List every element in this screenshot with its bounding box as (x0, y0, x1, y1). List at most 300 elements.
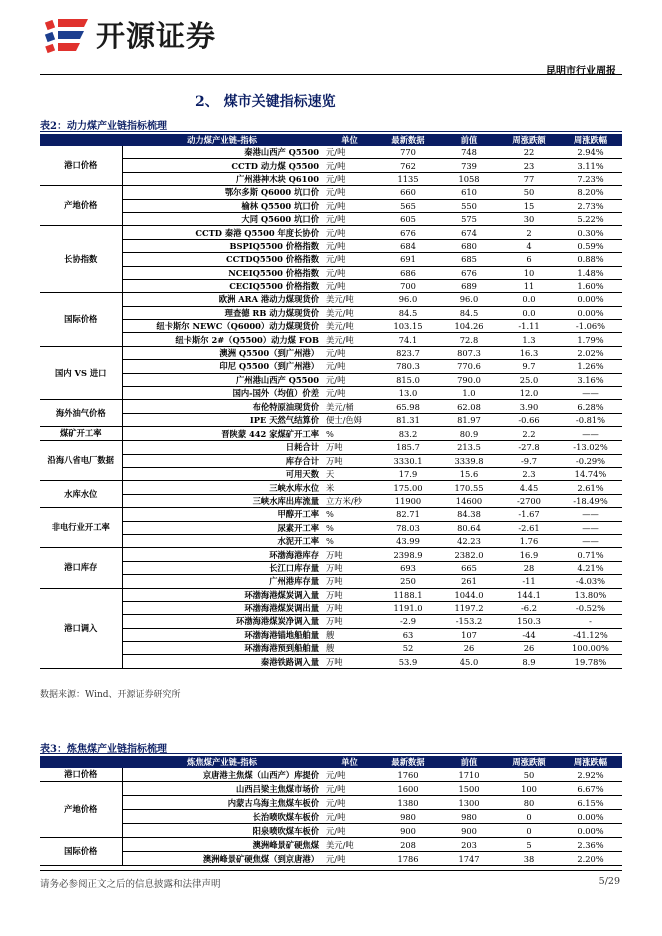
column-header: 前值 (439, 756, 499, 768)
indicator-name: 秦港铁路调入量 (122, 655, 322, 668)
unit: 万吨 (322, 615, 377, 628)
thermal-coal-table (40, 134, 622, 669)
indicator-name: 长江口库存量 (122, 561, 322, 574)
company-logo (44, 14, 216, 55)
latest-value: 13.0 (377, 387, 439, 400)
indicator-name: 纽卡斯尔 2#（Q5500）动力煤 FOB (122, 333, 322, 346)
unit: 元/吨 (322, 239, 377, 252)
unit: 元/吨 (322, 226, 377, 239)
latest-value: 250 (377, 575, 439, 588)
table-row (40, 373, 622, 386)
weekly-change-pct: 1.26% (559, 360, 622, 373)
indicator-name: 国内-国外（均值）价差 (122, 387, 322, 400)
indicator-name: CCTDQ5500 价格指数 (122, 253, 322, 266)
unit: 元/吨 (322, 199, 377, 212)
unit: 米 (322, 481, 377, 494)
indicator-name: 京唐港主焦煤（山西产）库提价 (122, 768, 322, 782)
weekly-change: -44 (499, 628, 559, 641)
unit: 天 (322, 467, 377, 480)
latest-value: 2398.9 (377, 548, 439, 561)
latest-value: -2.9 (377, 615, 439, 628)
unit: 万吨 (322, 655, 377, 668)
column-header: 周涨跌幅 (559, 134, 622, 146)
weekly-change: -2.61 (499, 521, 559, 534)
weekly-change: 28 (499, 561, 559, 574)
weekly-change: 15 (499, 199, 559, 212)
indicator-name: 三峡水库水位 (122, 481, 322, 494)
previous-value: 1044.0 (439, 588, 499, 601)
latest-value: 43.99 (377, 534, 439, 547)
column-header: 炼焦煤产业链-指标 (122, 756, 322, 768)
latest-value: 78.03 (377, 521, 439, 534)
latest-value: 676 (377, 226, 439, 239)
group-label: 港口库存 (40, 548, 122, 588)
latest-value: 11900 (377, 494, 439, 507)
weekly-change-pct: -0.52% (559, 601, 622, 614)
weekly-change: 100 (499, 782, 559, 796)
previous-value: 1500 (439, 782, 499, 796)
weekly-change: 1.3 (499, 333, 559, 346)
group-label: 产地价格 (40, 186, 122, 226)
group-label: 长协指数 (40, 226, 122, 293)
weekly-change-pct: 1.60% (559, 279, 622, 292)
unit: 元/吨 (322, 768, 377, 782)
weekly-change: 4 (499, 239, 559, 252)
weekly-change-pct: 0.00% (559, 824, 622, 838)
indicator-name: 印尼 Q5500（到广州港） (122, 360, 322, 373)
previous-value: 575 (439, 212, 499, 225)
indicator-name: CECIQ5500 价格指数 (122, 279, 322, 292)
indicator-name: 澳洲峰景矿硬焦煤 (122, 838, 322, 852)
group-label: 港口价格 (40, 768, 122, 782)
weekly-change-pct: 0.00% (559, 306, 622, 319)
latest-value: 700 (377, 279, 439, 292)
unit: 美元/吨 (322, 320, 377, 333)
weekly-change-pct: 3.11% (559, 159, 622, 172)
column-header: 单位 (322, 134, 377, 146)
unit: 元/吨 (322, 387, 377, 400)
indicator-name: 阳泉喷吹煤车板价 (122, 824, 322, 838)
latest-value: 3330.1 (377, 454, 439, 467)
indicator-name: NCEIQ5500 价格指数 (122, 266, 322, 279)
previous-value: 170.55 (439, 481, 499, 494)
latest-value: 823.7 (377, 346, 439, 359)
table-row (40, 810, 622, 824)
group-label: 国际价格 (40, 838, 122, 866)
unit: 美元/桶 (322, 400, 377, 413)
table-row (40, 387, 622, 400)
weekly-change-pct: 3.16% (559, 373, 622, 386)
previous-value: 1197.2 (439, 601, 499, 614)
previous-value: 610 (439, 186, 499, 199)
table-row (40, 467, 622, 480)
weekly-change-pct: 2.94% (559, 146, 622, 159)
unit: 元/吨 (322, 346, 377, 359)
unit: 艘 (322, 642, 377, 655)
weekly-change-pct: -1.06% (559, 320, 622, 333)
indicator-name: IPE 天然气结算价 (122, 413, 322, 426)
weekly-change-pct: 1.79% (559, 333, 622, 346)
previous-value: 550 (439, 199, 499, 212)
weekly-change: 0 (499, 810, 559, 824)
weekly-change: 3.90 (499, 400, 559, 413)
latest-value: 1135 (377, 172, 439, 185)
previous-value: 261 (439, 575, 499, 588)
weekly-change-pct: 100.00% (559, 642, 622, 655)
weekly-change: 50 (499, 186, 559, 199)
indicator-name: 欧洲 ARA 港动力煤现货价 (122, 293, 322, 306)
weekly-change-pct: 6.67% (559, 782, 622, 796)
table-row (40, 454, 622, 467)
indicator-name: 环渤海港库存 (122, 548, 322, 561)
latest-value: 84.5 (377, 306, 439, 319)
table-row (40, 360, 622, 373)
unit: 元/吨 (322, 824, 377, 838)
table-row (40, 521, 622, 534)
previous-value: 107 (439, 628, 499, 641)
unit: 元/吨 (322, 212, 377, 225)
latest-value: 82.71 (377, 508, 439, 521)
table-header-row (40, 756, 622, 768)
indicator-name: 大同 Q5600 坑口价 (122, 212, 322, 225)
previous-value: 2382.0 (439, 548, 499, 561)
latest-value: 770 (377, 146, 439, 159)
weekly-change-pct: 19.78% (559, 655, 622, 668)
weekly-change: 38 (499, 852, 559, 866)
weekly-change: 12.0 (499, 387, 559, 400)
previous-value: 1710 (439, 768, 499, 782)
table-row (40, 253, 622, 266)
table-row (40, 628, 622, 641)
previous-value: 665 (439, 561, 499, 574)
indicator-name: 晋陕蒙 442 家煤矿开工率 (122, 427, 322, 441)
table-row (40, 400, 622, 413)
previous-value: 680 (439, 239, 499, 252)
table3-caption-rule (40, 753, 622, 754)
indicator-name: 库存合计 (122, 454, 322, 467)
previous-value: 3339.8 (439, 454, 499, 467)
previous-value: 676 (439, 266, 499, 279)
latest-value: 63 (377, 628, 439, 641)
weekly-change: -27.8 (499, 441, 559, 454)
weekly-change: 2 (499, 226, 559, 239)
group-label: 国际价格 (40, 293, 122, 347)
latest-value: 686 (377, 266, 439, 279)
group-label: 水库水位 (40, 481, 122, 508)
weekly-change: -11 (499, 575, 559, 588)
table-row (40, 561, 622, 574)
indicator-name: 三峡水库出库流量 (122, 494, 322, 507)
previous-value: 980 (439, 810, 499, 824)
previous-value: 203 (439, 838, 499, 852)
unit: 美元/吨 (322, 333, 377, 346)
previous-value: 807.3 (439, 346, 499, 359)
weekly-change: 80 (499, 796, 559, 810)
indicator-name: 甲醇开工率 (122, 508, 322, 521)
weekly-change: 150.3 (499, 615, 559, 628)
indicator-name: 榆林 Q5500 坑口价 (122, 199, 322, 212)
table-row (40, 172, 622, 185)
unit: 万吨 (322, 601, 377, 614)
table-row (40, 838, 622, 852)
previous-value: 689 (439, 279, 499, 292)
unit: % (322, 534, 377, 547)
indicator-name: 广州港山西产 Q5500 (122, 373, 322, 386)
table-row (40, 199, 622, 212)
weekly-change: -9.7 (499, 454, 559, 467)
previous-value: 81.97 (439, 413, 499, 426)
table3-caption: 表3：炼焦煤产业链指标梳理 (40, 744, 167, 755)
latest-value: 52 (377, 642, 439, 655)
table-row (40, 575, 622, 588)
weekly-change: 4.45 (499, 481, 559, 494)
weekly-change: -6.2 (499, 601, 559, 614)
latest-value: 17.9 (377, 467, 439, 480)
weekly-change-pct: 7.23% (559, 172, 622, 185)
latest-value: 74.1 (377, 333, 439, 346)
previous-value: 80.64 (439, 521, 499, 534)
unit: 元/吨 (322, 373, 377, 386)
table-row (40, 655, 622, 668)
latest-value: 565 (377, 199, 439, 212)
weekly-change: 11 (499, 279, 559, 292)
weekly-change: 8.9 (499, 655, 559, 668)
coking-coal-table (40, 756, 622, 866)
table2-caption-rule (40, 131, 622, 132)
unit: 元/吨 (322, 852, 377, 866)
unit: 万吨 (322, 561, 377, 574)
indicator-name: 尿素开工率 (122, 521, 322, 534)
latest-value: 103.15 (377, 320, 439, 333)
indicator-name: 水泥开工率 (122, 534, 322, 547)
weekly-change: 9.7 (499, 360, 559, 373)
column-header (40, 756, 122, 768)
weekly-change-pct: -0.29% (559, 454, 622, 467)
column-header: 周涨跌幅 (559, 756, 622, 768)
weekly-change: 2.2 (499, 427, 559, 441)
column-header: 最新数据 (377, 134, 439, 146)
indicator-name: 环渤海港煤炭调出量 (122, 601, 322, 614)
weekly-change: 30 (499, 212, 559, 225)
previous-value: 62.08 (439, 400, 499, 413)
indicator-name: 可用天数 (122, 467, 322, 480)
table-row (40, 306, 622, 319)
unit: 万吨 (322, 441, 377, 454)
weekly-change: 6 (499, 253, 559, 266)
group-label: 煤矿开工率 (40, 427, 122, 441)
weekly-change-pct: —— (559, 508, 622, 521)
indicator-name: 澳洲峰景矿硬焦煤（到京唐港） (122, 852, 322, 866)
weekly-change: 0.0 (499, 293, 559, 306)
weekly-change-pct: 6.28% (559, 400, 622, 413)
weekly-change: 144.1 (499, 588, 559, 601)
table-row (40, 508, 622, 521)
table-row (40, 320, 622, 333)
table-header-row (40, 134, 622, 146)
table2-caption: 表2：动力煤产业链指标梳理 (40, 121, 167, 132)
previous-value: 748 (439, 146, 499, 159)
previous-value: 72.8 (439, 333, 499, 346)
indicator-name: 环渤海港煤炭净调入量 (122, 615, 322, 628)
column-header: 周涨跌额 (499, 756, 559, 768)
weekly-change: 0 (499, 824, 559, 838)
unit: 元/吨 (322, 279, 377, 292)
latest-value: 691 (377, 253, 439, 266)
latest-value: 1380 (377, 796, 439, 810)
report-type: 昆明市行业周报 (546, 66, 616, 77)
weekly-change-pct: -18.49% (559, 494, 622, 507)
indicator-name: 纽卡斯尔 NEWC（Q6000）动力煤现货价 (122, 320, 322, 333)
unit: % (322, 521, 377, 534)
indicator-name: CCTD 秦港 Q5500 年度长协价 (122, 226, 322, 239)
latest-value: 900 (377, 824, 439, 838)
group-label: 海外油气价格 (40, 400, 122, 427)
column-header: 最新数据 (377, 756, 439, 768)
unit: 元/吨 (322, 146, 377, 159)
footer-disclaimer: 请务必参阅正文之后的信息披露和法律声明 (40, 879, 221, 890)
indicator-name: 内蒙古乌海主焦煤车板价 (122, 796, 322, 810)
weekly-change: 23 (499, 159, 559, 172)
previous-value: 96.0 (439, 293, 499, 306)
column-header: 动力煤产业链-指标 (122, 134, 322, 146)
weekly-change-pct: —— (559, 534, 622, 547)
table-row (40, 293, 622, 306)
weekly-change: 0.0 (499, 306, 559, 319)
indicator-name: CCTD 动力煤 Q5500 (122, 159, 322, 172)
table-row (40, 615, 622, 628)
unit: 元/吨 (322, 266, 377, 279)
previous-value: 1058 (439, 172, 499, 185)
unit: % (322, 508, 377, 521)
latest-value: 815.0 (377, 373, 439, 386)
weekly-change-pct: 4.21% (559, 561, 622, 574)
table-row (40, 481, 622, 494)
indicator-name: 长治喷吹煤车板价 (122, 810, 322, 824)
latest-value: 1191.0 (377, 601, 439, 614)
previous-value: 26 (439, 642, 499, 655)
table-row (40, 226, 622, 239)
unit: 元/吨 (322, 782, 377, 796)
latest-value: 1786 (377, 852, 439, 866)
weekly-change: 16.9 (499, 548, 559, 561)
unit: 万吨 (322, 548, 377, 561)
table-row (40, 279, 622, 292)
indicator-name: 澳洲 Q5500（到广州港） (122, 346, 322, 359)
weekly-change-pct: -41.12% (559, 628, 622, 641)
unit: 美元/吨 (322, 838, 377, 852)
table-row (40, 146, 622, 159)
column-header: 前值 (439, 134, 499, 146)
table-row (40, 266, 622, 279)
weekly-change: 5 (499, 838, 559, 852)
table-row (40, 159, 622, 172)
indicator-name: 理查德 RB 动力煤现货价 (122, 306, 322, 319)
weekly-change-pct: 6.15% (559, 796, 622, 810)
table-row (40, 186, 622, 199)
weekly-change-pct: -4.03% (559, 575, 622, 588)
group-label: 沿海八省电厂数据 (40, 441, 122, 481)
previous-value: 674 (439, 226, 499, 239)
indicator-name: 布伦特原油现货价 (122, 400, 322, 413)
table-row (40, 534, 622, 547)
table-row (40, 768, 622, 782)
table-row (40, 548, 622, 561)
page-number: 5/29 (598, 876, 620, 887)
weekly-change-pct: —— (559, 387, 622, 400)
column-header (40, 134, 122, 146)
table-row (40, 601, 622, 614)
previous-value: 770.6 (439, 360, 499, 373)
table-row (40, 333, 622, 346)
previous-value: 213.5 (439, 441, 499, 454)
weekly-change-pct: 14.74% (559, 467, 622, 480)
unit: 万吨 (322, 588, 377, 601)
indicator-name: 鄂尔多斯 Q6000 坑口价 (122, 186, 322, 199)
latest-value: 81.31 (377, 413, 439, 426)
previous-value: 1300 (439, 796, 499, 810)
indicator-name: 环渤海港锚地船舶量 (122, 628, 322, 641)
table-row (40, 852, 622, 866)
weekly-change: 16.3 (499, 346, 559, 359)
weekly-change-pct: —— (559, 427, 622, 441)
table-row (40, 441, 622, 454)
latest-value: 1188.1 (377, 588, 439, 601)
unit: 美元/吨 (322, 293, 377, 306)
weekly-change-pct: 2.36% (559, 838, 622, 852)
weekly-change-pct: 0.30% (559, 226, 622, 239)
latest-value: 83.2 (377, 427, 439, 441)
previous-value: 84.5 (439, 306, 499, 319)
table-row (40, 427, 622, 441)
table-row (40, 212, 622, 225)
previous-value: 45.0 (439, 655, 499, 668)
unit: 元/吨 (322, 186, 377, 199)
indicator-name: 环渤海港煤炭调入量 (122, 588, 322, 601)
weekly-change: 1.76 (499, 534, 559, 547)
table-row (40, 413, 622, 426)
unit: 立方米/秒 (322, 494, 377, 507)
weekly-change: -1.67 (499, 508, 559, 521)
previous-value: 1.0 (439, 387, 499, 400)
unit: 元/吨 (322, 796, 377, 810)
group-label: 国内 VS 进口 (40, 346, 122, 400)
table-row (40, 239, 622, 252)
logo-text: 开源证券 (96, 19, 217, 53)
indicator-name: 广州港神木块 Q6100 (122, 172, 322, 185)
unit: 艘 (322, 628, 377, 641)
latest-value: 605 (377, 212, 439, 225)
weekly-change-pct: 1.48% (559, 266, 622, 279)
previous-value: 84.38 (439, 508, 499, 521)
weekly-change-pct: 2.61% (559, 481, 622, 494)
weekly-change: 10 (499, 266, 559, 279)
previous-value: 14600 (439, 494, 499, 507)
group-label: 产地价格 (40, 782, 122, 838)
previous-value: 42.23 (439, 534, 499, 547)
indicator-name: 山西吕梁主焦煤市场价 (122, 782, 322, 796)
group-label: 港口调入 (40, 588, 122, 668)
unit: 元/吨 (322, 253, 377, 266)
indicator-name: BSPIQ5500 价格指数 (122, 239, 322, 252)
section-title: 2、 煤市关键指标速览 (195, 94, 336, 110)
latest-value: 208 (377, 838, 439, 852)
weekly-change-pct: 13.80% (559, 588, 622, 601)
previous-value: 739 (439, 159, 499, 172)
indicator-name: 环渤海港预到船舶量 (122, 642, 322, 655)
previous-value: 15.6 (439, 467, 499, 480)
weekly-change-pct: 0.59% (559, 239, 622, 252)
weekly-change-pct: 2.73% (559, 199, 622, 212)
